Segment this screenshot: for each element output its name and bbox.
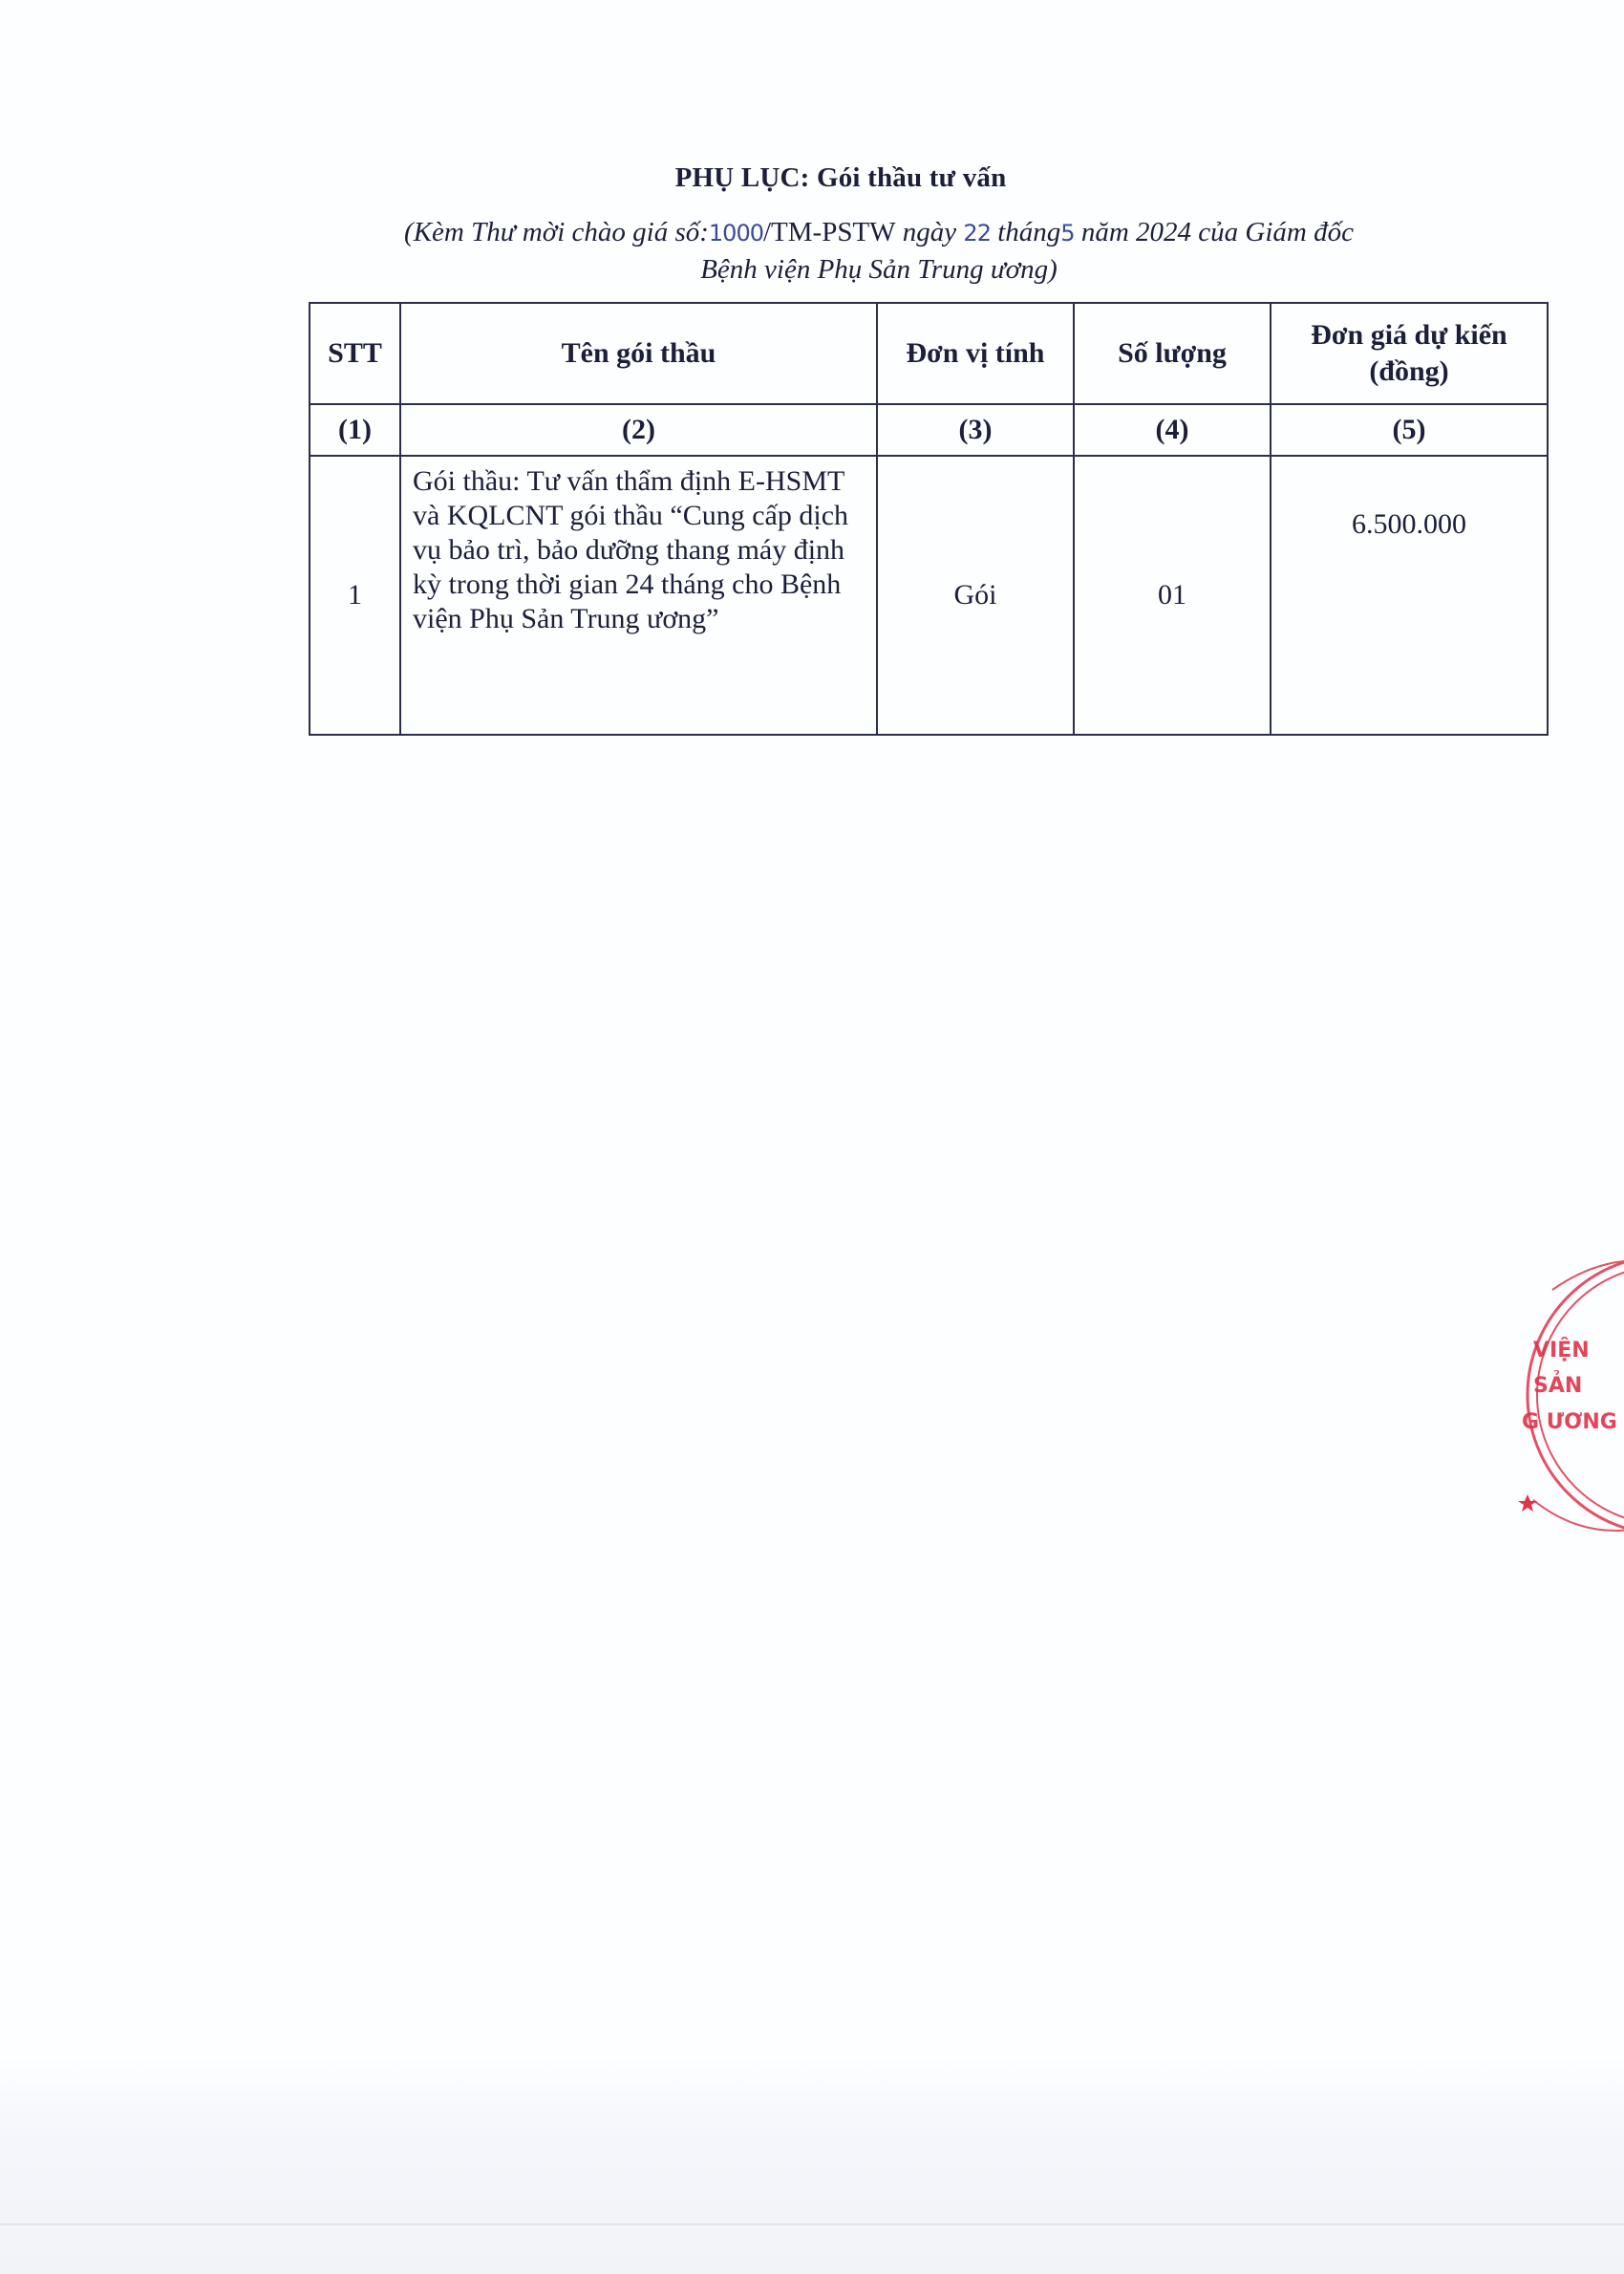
subtitle-ref: /TM-PSTW [762,217,896,247]
table-row [310,456,1548,735]
subtitle-line2: Bệnh viện Phụ Sản Trung ương) [700,254,1058,285]
stamp-text-line: SẢN [1533,1374,1583,1398]
header-unit: Đơn vị tính [877,303,1074,404]
header-quantity: Số lượng [1074,303,1271,404]
bid-package-table [309,302,1549,736]
handwritten-day: 22 [963,220,991,247]
handwritten-month: 5 [1060,220,1075,247]
index-cell: (1) [310,404,400,456]
table-index-row [310,404,1548,456]
subtitle-month-label: tháng [990,217,1061,247]
header-stt: STT [310,303,400,404]
stamp-text-line: G ƯƠNG [1522,1410,1617,1434]
index-cell: (3) [877,404,1074,456]
subtitle-day-label: ngày [895,217,964,247]
page-title: PHỤ LỤC: Gói thầu tư vấn [674,162,1007,193]
header-price: Đơn giá dự kiến (đồng) [1271,303,1548,404]
header-name: Tên gói thầu [400,303,877,404]
table-header-row [310,303,1548,404]
subtitle-rest: năm 2024 của Giám đốc [1074,217,1354,247]
cell-price: 6.500.000 [1271,456,1548,735]
star-icon [1518,1494,1537,1512]
scan-shading [0,2054,1624,2274]
cell-name: Gói thầu: Tư vấn thẩm định E-HSMT và KQLCNT gói thầu “Cung cấp dịch vụ bảo trì, bảo dưỡng thang máy định kỳ trong thời gian 24 tháng cho Bệnh viện Phụ Sản Trung ương” [400,456,877,735]
page-subtitle [287,214,1471,288]
scan-edge-line [0,2223,1624,2225]
index-cell: (5) [1271,404,1548,456]
handwritten-number: 1000 [708,220,763,247]
index-cell: (2) [400,404,877,456]
red-seal-stamp [1514,1252,1624,1538]
cell-quantity: 01 [1074,456,1271,735]
cell-stt: 1 [310,456,400,735]
subtitle-prefix: (Kèm Thư mời chào giá số: [404,217,709,247]
cell-unit: Gói [877,456,1074,735]
index-cell: (4) [1074,404,1271,456]
stamp-text-line: VIỆN [1533,1339,1590,1362]
